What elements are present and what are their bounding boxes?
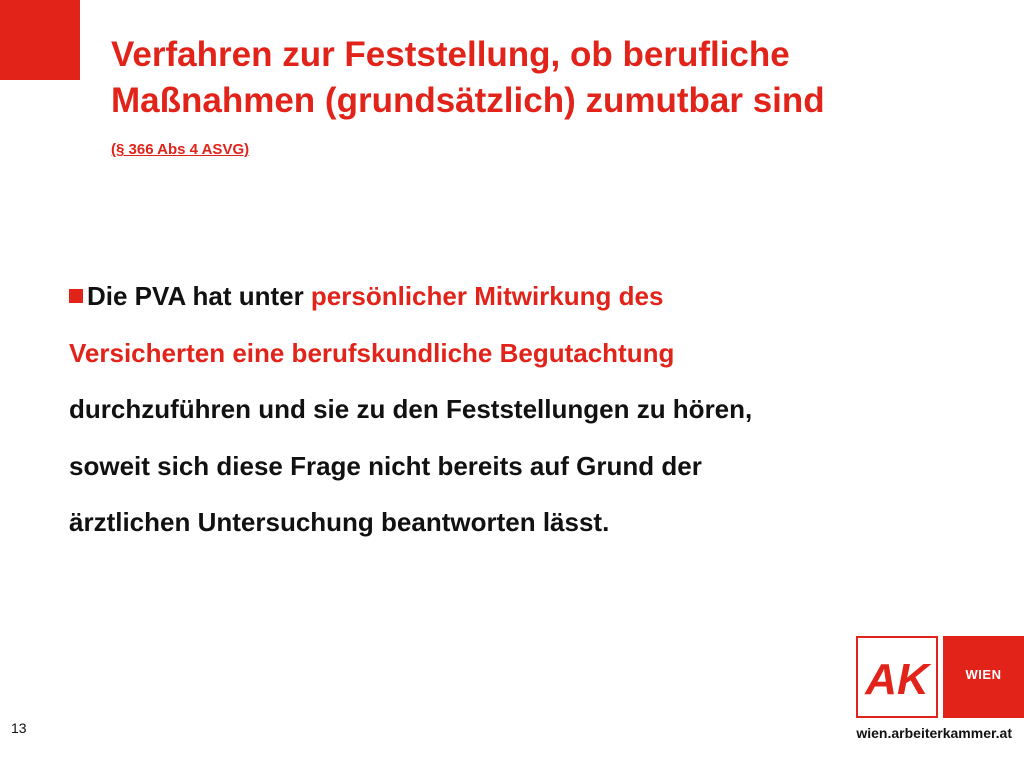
corner-accent-block <box>0 0 80 80</box>
body-line-2: Versicherten eine berufskundliche Begutachtung <box>69 337 675 368</box>
slide-title-line-2: Maßnahmen (grundsätzlich) zumutbar sind <box>111 81 825 120</box>
ak-logo-text: AK <box>865 655 929 704</box>
slide-title <box>111 32 991 124</box>
body-line-1 <box>69 268 969 325</box>
bullet-paragraph <box>69 268 969 551</box>
square-bullet-icon <box>69 289 83 303</box>
wien-logo-text: WIEN <box>965 667 1002 682</box>
ak-logo-icon <box>858 638 936 716</box>
wien-logo-box <box>943 636 1024 718</box>
body-line-3: durchzuführen und sie zu den Feststellungen zu hören, <box>69 394 753 424</box>
page-number: 13 <box>11 720 27 736</box>
website-url: wien.arbeiterkammer.at <box>856 725 1012 741</box>
ak-logo-box <box>856 636 938 718</box>
slide-subtitle-legal-reference: (§ 366 Abs 4 ASVG) <box>111 141 250 158</box>
body-text-highlight: persönlicher Mitwirkung des <box>310 281 664 311</box>
slide-title-line-1: Verfahren zur Feststellung, ob berufliche <box>111 35 790 74</box>
ak-wien-logo <box>856 636 1024 718</box>
body-text-plain: Die PVA hat unter <box>87 281 311 311</box>
body-line-4: soweit sich diese Frage nicht bereits auf Grund der <box>69 450 702 481</box>
body-line-5: ärztlichen Untersuchung beantworten lässt. <box>69 507 610 537</box>
